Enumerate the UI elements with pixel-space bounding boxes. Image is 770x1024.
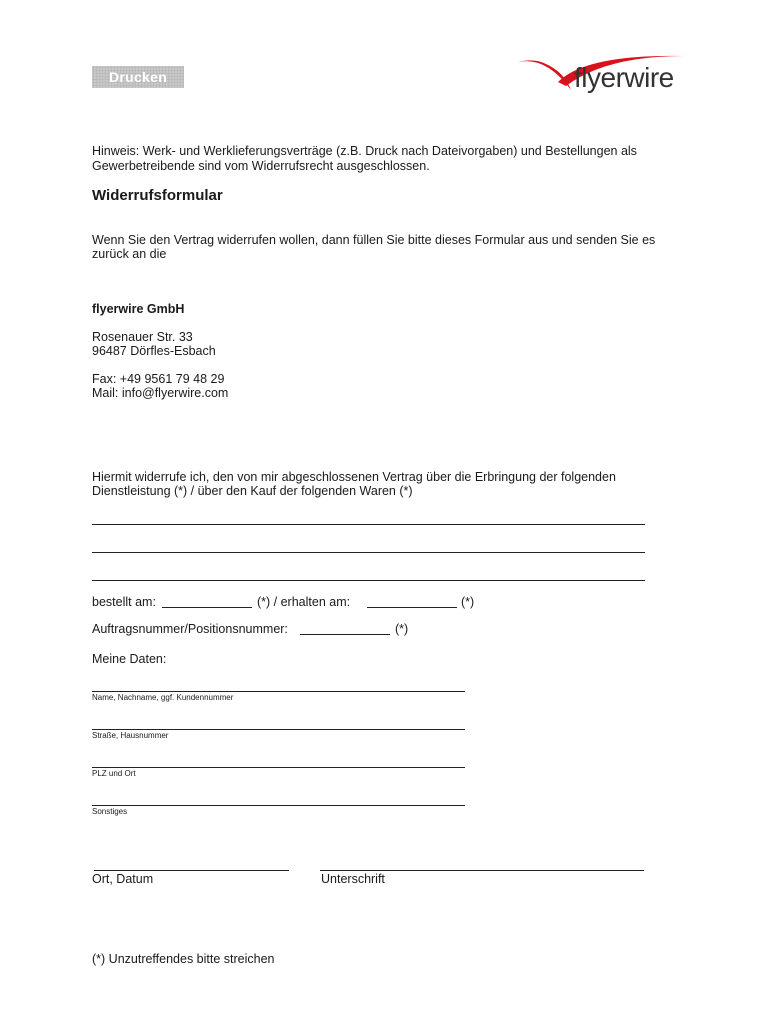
company-name: flyerwire GmbH bbox=[92, 302, 185, 316]
order-number-label: Auftragsnummer/Positionsnummer: bbox=[92, 622, 288, 636]
footnote: (*) Unzutreffendes bitte streichen bbox=[92, 952, 275, 966]
order-number-star: (*) bbox=[395, 622, 409, 636]
signature-field[interactable] bbox=[320, 870, 644, 871]
goods-line-3[interactable] bbox=[92, 580, 645, 581]
name-field[interactable] bbox=[92, 691, 465, 692]
street-caption: Straße, Hausnummer bbox=[92, 731, 169, 740]
logo-wordmark: flyerwire bbox=[574, 62, 674, 93]
my-data-label: Meine Daten: bbox=[92, 652, 167, 666]
address-mail: Mail: info@flyerwire.com bbox=[92, 386, 229, 400]
goods-line-2[interactable] bbox=[92, 552, 645, 553]
form-title: Widerrufsformular bbox=[92, 187, 223, 204]
address-street: Rosenauer Str. 33 bbox=[92, 330, 193, 344]
signature-label: Unterschrift bbox=[321, 872, 385, 886]
street-field[interactable] bbox=[92, 729, 465, 730]
intro-line-2: zurück an die bbox=[92, 247, 167, 261]
address-fax: Fax: +49 9561 79 48 29 bbox=[92, 372, 225, 386]
print-button[interactable]: Drucken bbox=[92, 66, 184, 88]
place-date-field[interactable] bbox=[94, 870, 289, 871]
zip-city-caption: PLZ und Ort bbox=[92, 769, 136, 778]
address-city: 96487 Dörfles-Esbach bbox=[92, 344, 216, 358]
intro-line-1: Wenn Sie den Vertrag widerrufen wollen, dann füllen Sie bitte dieses Formular aus und senden Sie es bbox=[92, 233, 656, 247]
other-caption: Sonstiges bbox=[92, 807, 128, 816]
order-number-field[interactable] bbox=[300, 634, 390, 635]
place-date-label: Ort, Datum bbox=[92, 872, 154, 886]
notice-line-1: Hinweis: Werk- und Werklieferungsverträge (z.B. Druck nach Dateivorgaben) und Bestellungen als bbox=[92, 144, 637, 158]
received-star: (*) bbox=[461, 595, 475, 609]
revocation-line-1: Hiermit widerrufe ich, den von mir abgeschlossenen Vertrag über die Erbringung der folgenden bbox=[92, 470, 616, 484]
revocation-line-2: Dienstleistung (*) / über den Kauf der folgenden Waren (*) bbox=[92, 484, 413, 498]
other-field[interactable] bbox=[92, 805, 465, 806]
received-date-field[interactable] bbox=[367, 607, 457, 608]
goods-line-1[interactable] bbox=[92, 524, 645, 525]
zip-city-field[interactable] bbox=[92, 767, 465, 768]
ordered-date-field[interactable] bbox=[162, 607, 252, 608]
received-label: (*) / erhalten am: bbox=[257, 595, 351, 609]
ordered-label: bestellt am: bbox=[92, 595, 156, 609]
notice-line-2: Gewerbetreibende sind vom Widerrufsrecht ausgeschlossen. bbox=[92, 159, 430, 173]
name-caption: Name, Nachname, ggf. Kundennummer bbox=[92, 693, 234, 702]
